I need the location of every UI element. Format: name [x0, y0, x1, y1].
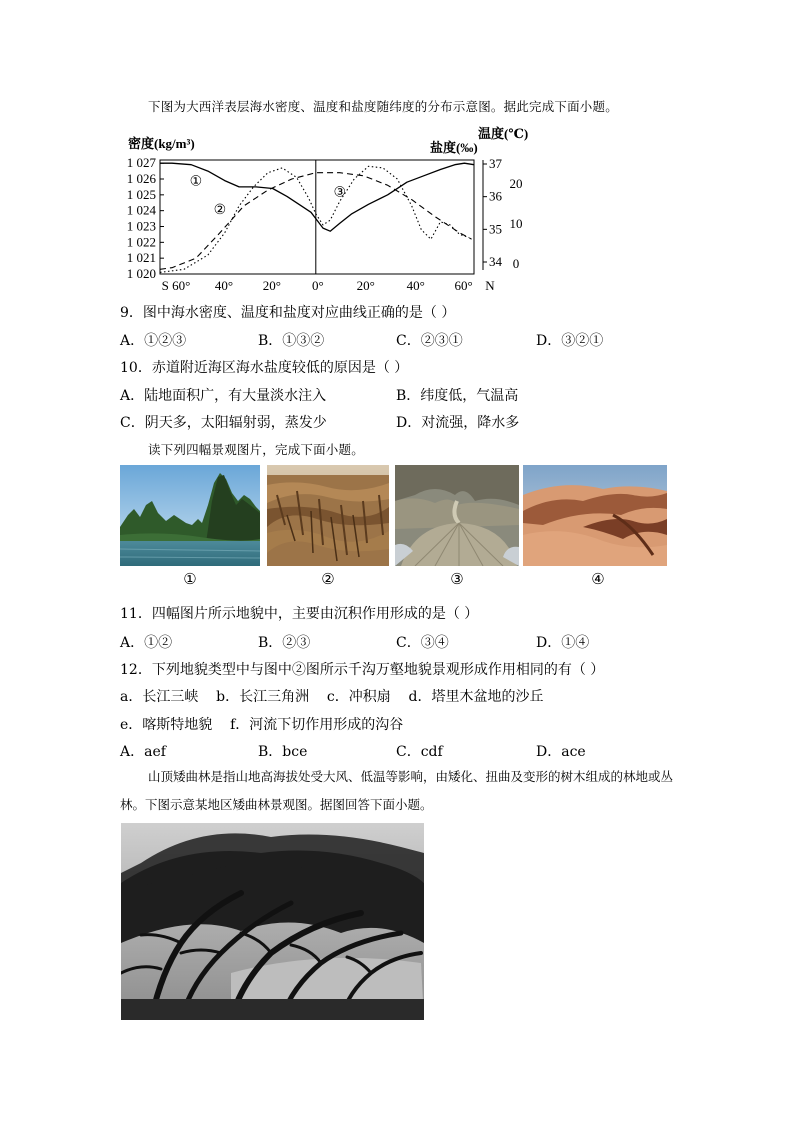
q10-option-a[interactable]: A．陆地面积广，有大量淡水注入 [120, 388, 327, 404]
density-tick-label: 1 024 [126, 202, 156, 218]
q9-option-a[interactable]: A．①②③ [120, 333, 187, 349]
q9-option-c[interactable]: C．②③① [396, 333, 463, 349]
x-tick-label: 40° [214, 278, 234, 293]
intro-chart: 下图为大西洋表层海水密度、温度和盐度随纬度的分布示意图。据此完成下面小题。 [148, 99, 618, 114]
x-tick-label: 40° [406, 278, 425, 293]
chart-frame [160, 160, 487, 274]
chart-lines [160, 163, 474, 272]
q9-option-d[interactable]: D．③②① [536, 333, 604, 349]
density-tick-label: 1 022 [126, 234, 156, 250]
photo-alluvial-fan [395, 465, 519, 566]
x-tick-label: 0° [311, 278, 324, 293]
q12-list-line-2: e．喀斯特地貌 f．河流下切作用形成的沟谷 [120, 717, 404, 733]
q10-option-c[interactable]: C．阴天多，太阳辐射弱，蒸发少 [120, 415, 327, 431]
photo-krummholz-forest [121, 823, 424, 1020]
intro-photos: 读下列四幅景观图片，完成下面小题。 [148, 442, 364, 457]
temperature-tick-label: 10 [509, 216, 523, 231]
q10-option-b[interactable]: B．纬度低，气温高 [396, 388, 519, 404]
q12-option-d[interactable]: D．ace [536, 744, 586, 760]
atlantic-chart [112, 126, 532, 296]
q9-stem: 9．图中海水密度、温度和盐度对应曲线正确的是（ ） [120, 305, 456, 321]
plot-border [160, 160, 474, 274]
salinity-axis-label: 盐度(‰) [430, 140, 478, 155]
density-axis-label: 密度(kg/m³) [128, 136, 195, 151]
salinity-tick-label: 34 [489, 254, 502, 269]
curve-label-1: ① [189, 174, 203, 190]
salinity-tick-label: 36 [489, 188, 502, 204]
intro-krummholz-text: 山顶矮曲林是指山地高海拔处受大风、低温等影响，由矮化、扭曲及变形的树木组成的林地或丛林。下图示意某地区矮曲林景观图。据图回答下面小题。 [120, 769, 674, 812]
q10-stem: 10．赤道附近海区海水盐度较低的原因是（ ） [120, 360, 409, 376]
x-tick-label: 20° [356, 278, 375, 293]
q11-option-a[interactable]: A．①② [120, 635, 173, 651]
chart-svg [112, 126, 532, 296]
q12-list-line-1: a．长江三峡 b．长江三角洲 c．冲积扇 d．塔里木盆地的沙丘 [120, 689, 544, 705]
density-tick-label: 1 020 [126, 266, 156, 281]
temperature-tick-label: 20 [509, 176, 523, 191]
series-line-3 [160, 166, 469, 272]
density-tick-label: 1 027 [126, 155, 156, 171]
q12-option-b[interactable]: B．bce [258, 744, 308, 760]
photo-karst-landscape [120, 465, 260, 566]
density-tick-label: 1 021 [126, 250, 156, 266]
q12-stem: 12．下列地貌类型中与图中②图所示千沟万壑地貌景观形成作用相同的有（ ） [120, 662, 605, 678]
photo-caption-4: ④ [591, 570, 605, 588]
density-tick-label: 1 025 [126, 186, 156, 202]
photo-caption-1: ① [183, 570, 197, 588]
q12-option-a[interactable]: A．aef [120, 744, 166, 760]
q10-option-d[interactable]: D．对流强，降水多 [396, 415, 520, 431]
series-line-1 [160, 163, 474, 231]
q11-option-d[interactable]: D．①④ [536, 635, 590, 651]
density-tick-label: 1 026 [126, 171, 156, 186]
q11-stem: 11．四幅图片所示地貌中，主要由沉积作用形成的是（ ） [120, 606, 479, 622]
salinity-tick-label: 35 [489, 221, 502, 237]
temperature-axis-label: 温度(℃) [478, 126, 529, 141]
x-tick-label: N [485, 278, 495, 293]
photo-sand-dunes [523, 465, 667, 566]
q9-option-b[interactable]: B．①③② [258, 333, 325, 349]
curve-label-2: ② [213, 202, 227, 218]
x-tick-label: 60° [454, 278, 473, 293]
chart-text [127, 126, 529, 293]
q11-option-c[interactable]: C．③④ [396, 635, 449, 651]
x-tick-label: 20° [262, 278, 281, 293]
q12-option-c[interactable]: C．cdf [396, 744, 443, 760]
x-tick-label: S 60° [161, 278, 191, 293]
salinity-tick-label: 37 [489, 156, 502, 171]
density-tick-label: 1 023 [126, 218, 156, 234]
curve-label-3: ③ [333, 185, 347, 201]
photo-caption-3: ③ [450, 570, 464, 588]
temperature-tick-label: 0 [512, 256, 520, 271]
intro-krummholz [120, 763, 680, 819]
q11-option-b[interactable]: B．②③ [258, 635, 311, 651]
photo-loess-gullies [267, 465, 389, 566]
photo-caption-2: ② [321, 570, 335, 588]
